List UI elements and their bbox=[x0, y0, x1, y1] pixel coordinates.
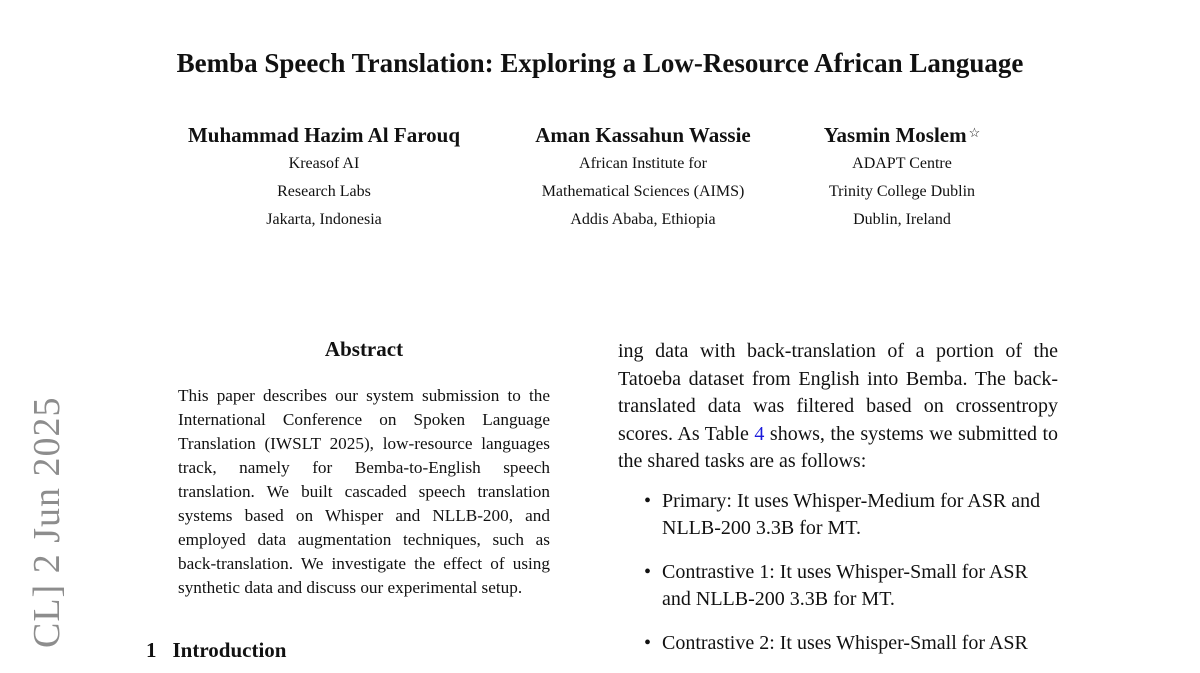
systems-bullet-list bbox=[618, 488, 1058, 658]
bullet-icon: • bbox=[644, 560, 652, 583]
author-affiliation-line: Mathematical Sciences (AIMS) bbox=[541, 183, 745, 200]
author-affiliation-line: Research Labs bbox=[277, 183, 371, 200]
author-name bbox=[158, 120, 490, 150]
abstract-body bbox=[178, 384, 550, 600]
body-paragraph bbox=[618, 338, 1058, 476]
author-name bbox=[510, 120, 776, 150]
author-block-1 bbox=[158, 120, 490, 234]
bullet-icon: • bbox=[644, 631, 652, 654]
author-name-text: Aman Kassahun Wassie bbox=[535, 123, 751, 147]
abstract-heading: Abstract bbox=[324, 337, 404, 361]
author-affiliation-line: African Institute for bbox=[579, 155, 707, 172]
author-name-text: Muhammad Hazim Al Farouq bbox=[187, 123, 461, 147]
author-name bbox=[802, 120, 1002, 150]
author-name-text: Yasmin Moslem bbox=[823, 123, 967, 147]
author-affiliation-line: Addis Ababa, Ethiopia bbox=[570, 211, 716, 228]
list-item bbox=[618, 488, 1058, 543]
section-number: 1 bbox=[146, 638, 157, 662]
list-item bbox=[618, 630, 1058, 658]
bullet-icon: • bbox=[644, 489, 652, 512]
author-affiliation-line: Kreasof AI bbox=[288, 155, 360, 172]
author-affiliation-line: Dublin, Ireland bbox=[853, 211, 951, 228]
right-column bbox=[618, 338, 1058, 673]
author-block-2 bbox=[510, 120, 776, 234]
author-block-3 bbox=[802, 120, 1002, 234]
list-item-text: Contrastive 1: It uses Whisper-Small for ASR and NLLB-200 3.3B for MT. bbox=[662, 560, 1028, 610]
list-item-text: Contrastive 2: It uses Whisper-Small for ASR bbox=[662, 631, 1028, 654]
section-title: Introduction bbox=[172, 638, 287, 662]
paragraph-text: shows, the systems we submitted to the shared tasks are as follows: bbox=[618, 422, 1059, 472]
author-affiliation-line: ADAPT Centre bbox=[852, 155, 952, 172]
table-reference-link[interactable]: 4 bbox=[754, 422, 765, 445]
author-affiliation-line: Jakarta, Indonesia bbox=[266, 211, 382, 228]
arxiv-identifier-stamp: CL] 2 Jun 2025 bbox=[26, 396, 68, 648]
paper-title: Bemba Speech Translation: Exploring a Low-Resource African Language bbox=[176, 48, 1024, 78]
corresponding-author-mark: ☆ bbox=[968, 125, 981, 140]
list-item-text: Primary: It uses Whisper-Medium for ASR and NLLB-200 3.3B for MT. bbox=[662, 489, 1041, 539]
author-affiliation-line: Trinity College Dublin bbox=[828, 183, 976, 200]
section-heading-introduction bbox=[146, 638, 286, 663]
abstract-text: This paper describes our system submission to the International Conference on Spoken Language Translation (IWSLT 2025), low-resource languages track, namely for Bemba-to-English speech translation. We built cascaded speech translation systems based on Whisper and NLLB-200, and employed data augmentation techniques, such as back-translation. We investigate the effect of using synthetic data and discuss our experimental setup. bbox=[178, 386, 550, 597]
paragraph-text: ing data with back-translation of a portion of the Tatoeba dataset from English into Bemba. The back-translated data was filtered based on crossentropy scores. As Table bbox=[618, 340, 1058, 445]
list-item bbox=[618, 559, 1058, 614]
